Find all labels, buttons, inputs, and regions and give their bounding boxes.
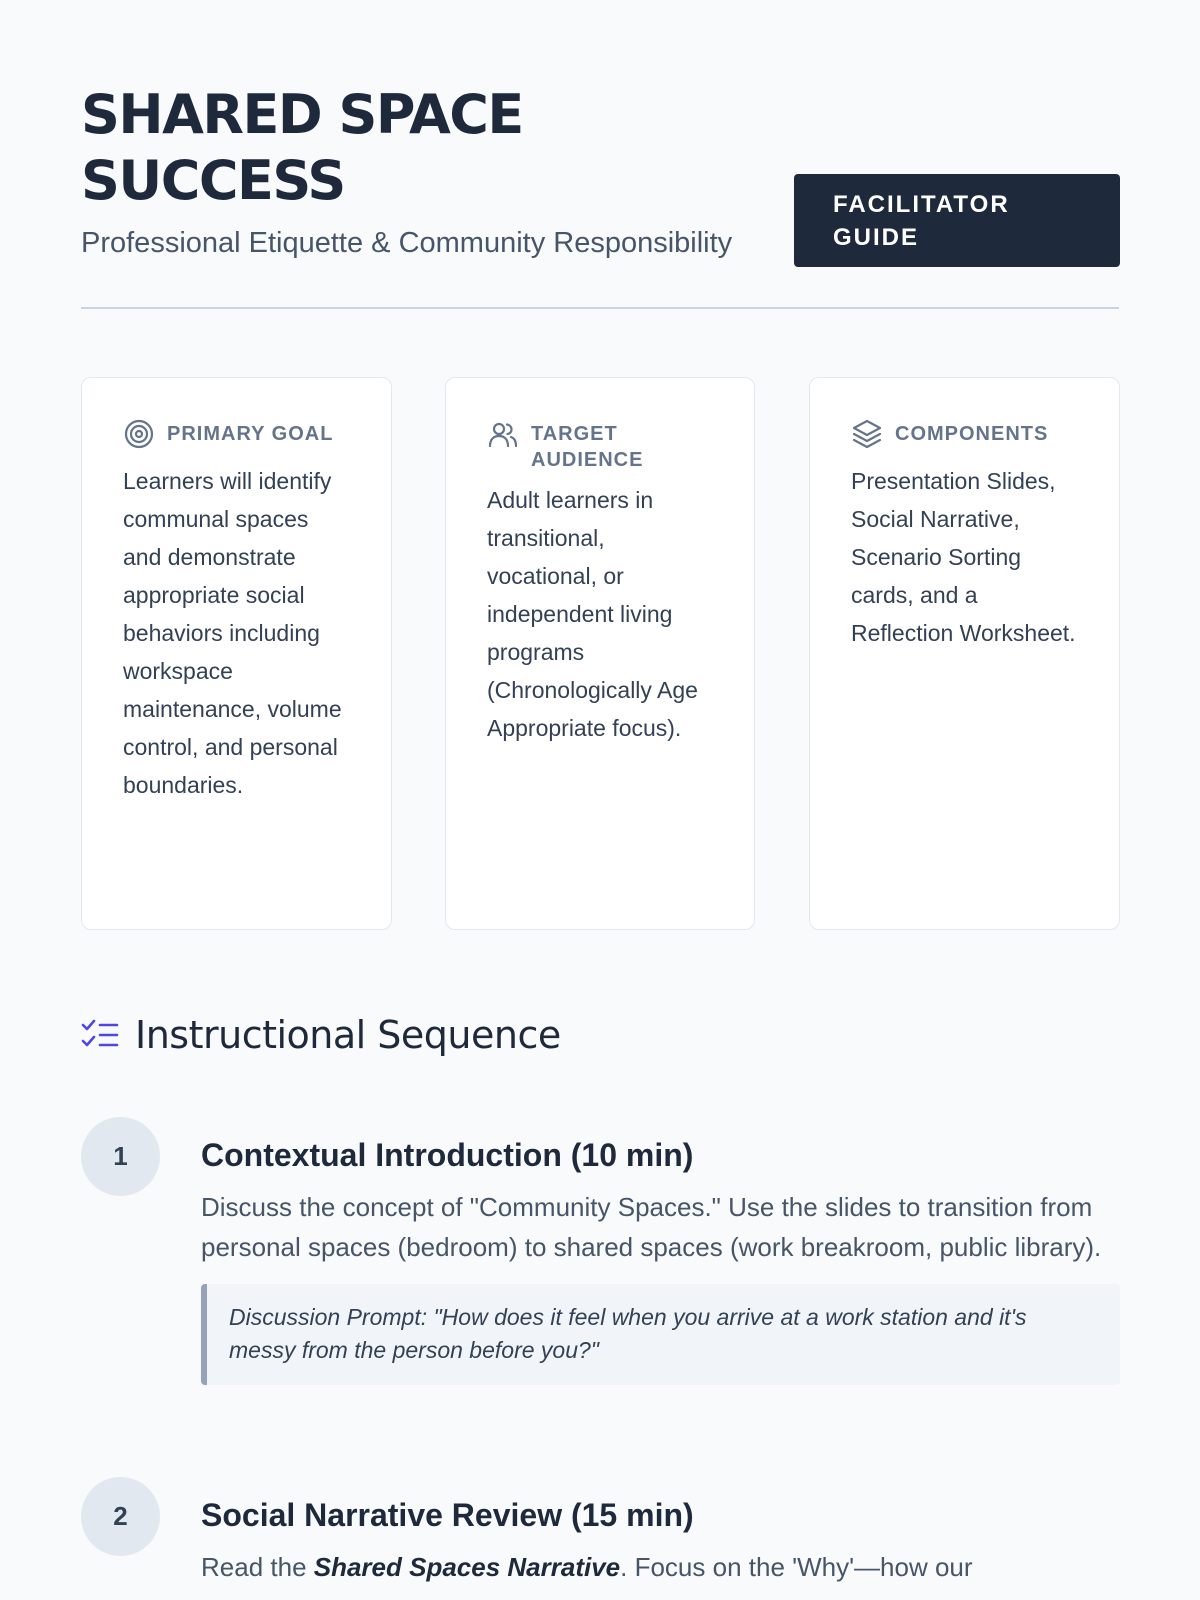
card-header	[487, 418, 714, 473]
card-header	[123, 418, 351, 450]
discussion-prompt: Discussion Prompt: "How does it feel when you arrive at a work station and it's messy from the person before you?"	[201, 1284, 1120, 1385]
card-header	[851, 418, 1079, 450]
step-description	[201, 1547, 1120, 1587]
page-header	[81, 0, 1119, 309]
facilitator-guide-badge: FACILITATOR GUIDE	[794, 174, 1120, 267]
card-label: COMPONENTS	[895, 423, 1049, 445]
step-number: 2	[81, 1477, 160, 1556]
users-icon	[487, 418, 519, 450]
step-number: 1	[81, 1117, 160, 1196]
step-title: Contextual Introduction (10 min)	[201, 1137, 694, 1173]
instructional-sequence-heading	[81, 1011, 561, 1059]
page-subtitle: Professional Etiquette & Community Responsibility	[81, 227, 733, 259]
target-audience-card	[445, 377, 755, 930]
card-text: Presentation Slides, Social Narrative, Scenario Sorting cards, and a Reflection Worksheet.	[851, 468, 1076, 646]
checklist-icon	[81, 1017, 119, 1053]
card-label: PRIMARY GOAL	[167, 423, 334, 445]
overview-cards	[81, 377, 1120, 930]
step-description: Discuss the concept of "Community Spaces." Use the slides to transition from personal spaces (bedroom) to shared spaces (work breakroom, public library).	[201, 1192, 1102, 1262]
layers-icon	[851, 418, 883, 450]
card-text: Adult learners in transitional, vocational, or independent living programs (Chronologically Age Appropriate focus).	[487, 487, 698, 741]
card-label: TARGET AUDIENCE	[531, 423, 644, 471]
description-prefix: Read the	[201, 1552, 314, 1582]
narrative-title: Shared Spaces Narrative	[313, 1552, 621, 1582]
components-card	[809, 377, 1120, 930]
step-body	[201, 1477, 1120, 1587]
step-body	[201, 1117, 1120, 1385]
primary-goal-card	[81, 377, 392, 930]
description-suffix: . Focus on the 'Why'—how our	[620, 1552, 973, 1582]
section-title: Instructional Sequence	[135, 1013, 561, 1057]
card-text: Learners will identify communal spaces and demonstrate appropriate social behaviors including workspace maintenance, volume control, and personal boundaries.	[123, 468, 342, 798]
step-title: Social Narrative Review (15 min)	[201, 1497, 694, 1533]
target-icon	[123, 418, 155, 450]
page-title: SHARED SPACE SUCCESS	[81, 83, 523, 212]
